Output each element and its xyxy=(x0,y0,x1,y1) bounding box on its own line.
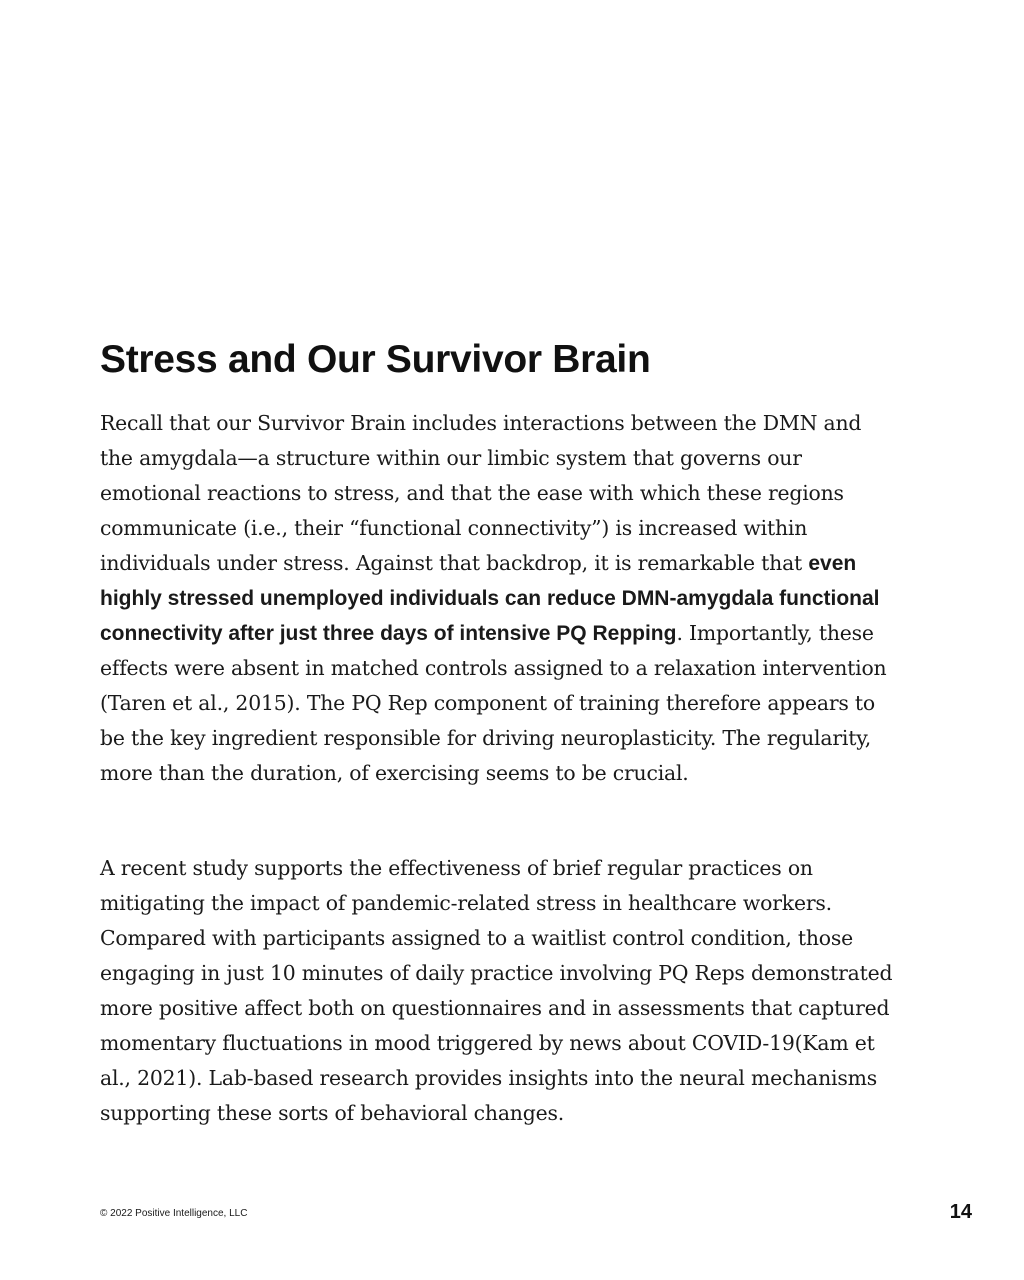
paragraph-1-bold-highlight: even highly stressed unemployed individuals can reduce DMN-amygdala functional connectivity after just three days of intensive PQ Repping xyxy=(100,552,880,645)
page-number: 14 xyxy=(949,1201,972,1223)
section-heading: Stress and Our Survivor Brain xyxy=(100,338,651,381)
paragraph-1-text-start: Recall that our Survivor Brain includes interactions between the DMN and the amygdala—a structure within our limbic system that governs our emotional reactions to stress, and that the ease with which these regions communicate (i.e., their “functional connectivity”) is increased within individuals under stress. Against that backdrop, it is remarkable that xyxy=(100,411,862,575)
footer-copyright: © 2022 Positive Intelligence, LLC xyxy=(100,1208,248,1219)
body-paragraph-1 xyxy=(100,406,900,791)
paragraph-1-text-end: . Importantly, these effects were absent in matched controls assigned to a relaxation intervention (Taren et al., 2015). The PQ Rep component of training therefore appears to be the key ingredient responsible for driving neuroplasticity. The regularity, more than the duration, of exercising seems to be crucial. xyxy=(100,621,887,785)
body-paragraph-2: A recent study supports the effectiveness of brief regular practices on mitigating the impact of pandemic-related stress in healthcare workers. Compared with participants assigned to a waitlist control condition, those engaging in just 10 minutes of daily practice involving PQ Reps demonstrated more positive affect both on questionnaires and in assessments that captured momentary fluctuations in mood triggered by news about COVID-19(Kam et al., 2021). Lab-based research provides insights into the neural mechanisms supporting these sorts of behavioral changes. xyxy=(100,856,893,1125)
